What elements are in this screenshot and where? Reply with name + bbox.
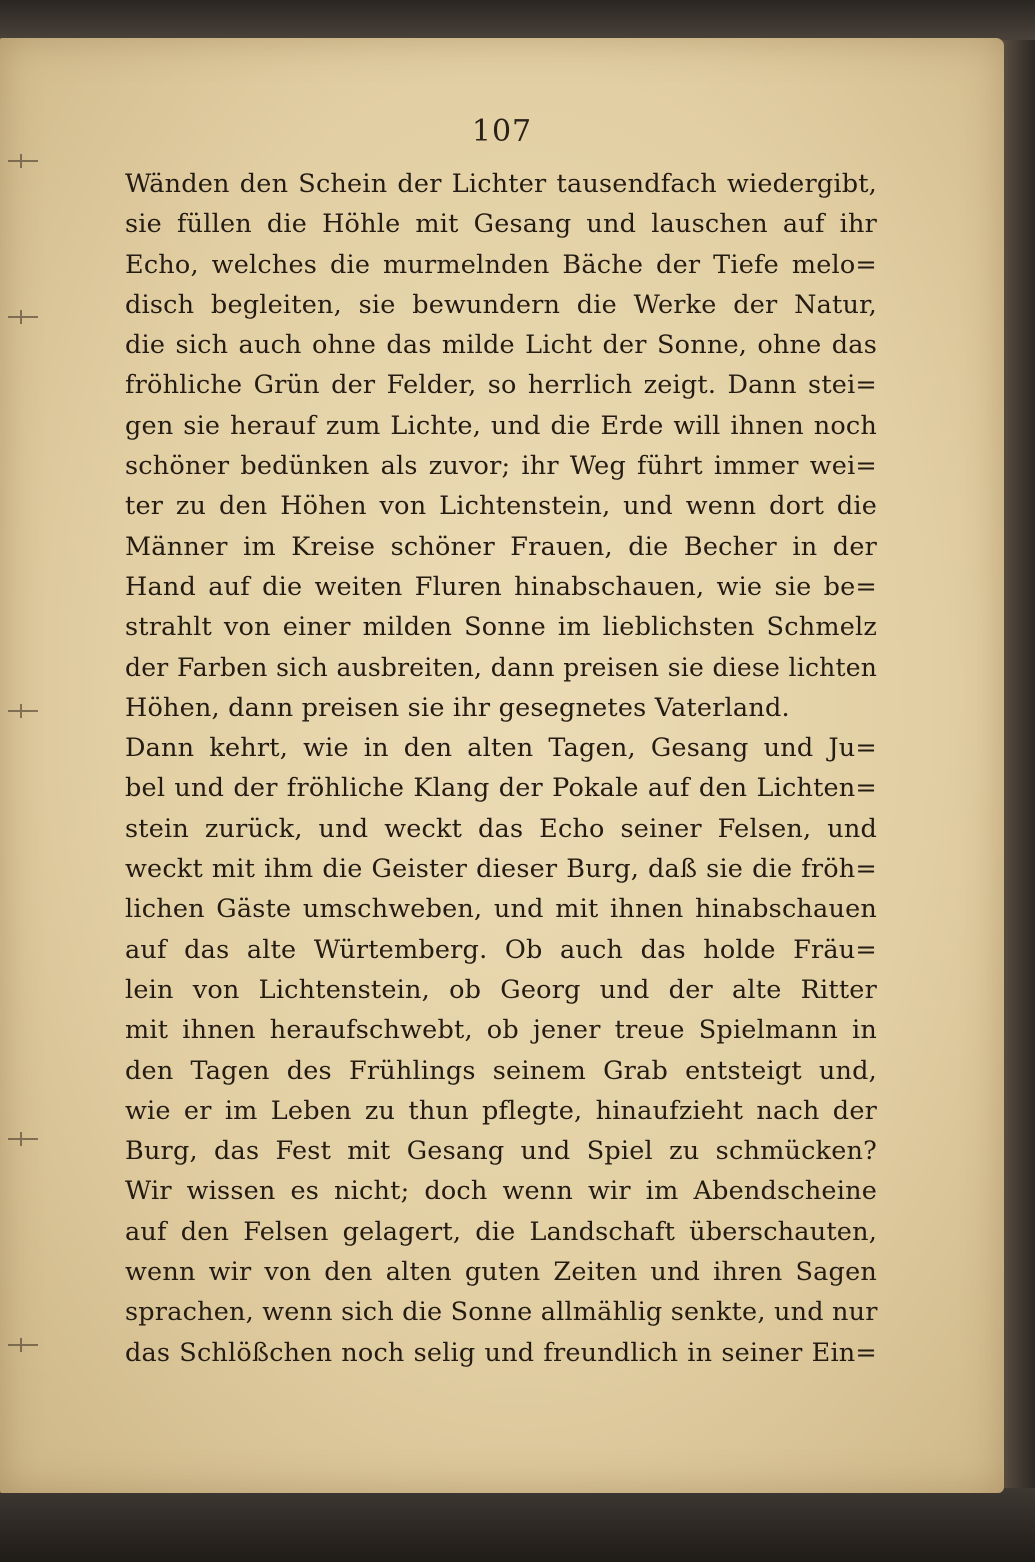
text-line: sprachen, wenn sich die Sonne allmählig senkte, und nur [125, 1297, 878, 1328]
text-line: gen sie herauf zum Lichte, und die Erde will ihnen noch [125, 410, 877, 441]
margin-mark [8, 1138, 38, 1140]
text-line: Dann kehrt, wie in den alten Tagen, Gesang und Ju= [125, 733, 877, 764]
text-line: bel und der fröhliche Klang der Pokale auf den Lichten= [125, 773, 877, 804]
text-line: wenn wir von den alten guten Zeiten und ihren Sagen [125, 1257, 877, 1288]
body-text [125, 164, 877, 1373]
text-line: stein zurück, und weckt das Echo seiner Felsen, und [125, 813, 877, 844]
text-line: wie er im Leben zu thun pflegte, hinaufzieht nach der [125, 1095, 877, 1126]
text-line: Wir wissen es nicht; doch wenn wir im Abendscheine [125, 1176, 877, 1207]
text-line: ter zu den Höhen von Lichtenstein, und wenn dort die [125, 491, 877, 522]
margin-mark [8, 1344, 38, 1346]
text-line: mit ihnen heraufschwebt, ob jener treue Spielmann in [125, 1015, 877, 1046]
text-line: Hand auf die weiten Fluren hinabschauen, wie sie be= [125, 571, 877, 602]
book-bottom-edge [0, 1488, 1035, 1562]
text-line: die sich auch ohne das milde Licht der Sonne, ohne das [125, 330, 877, 361]
text-line: schöner bedünken als zuvor; ihr Weg führt immer wei= [125, 451, 877, 482]
text-line: lein von Lichtenstein, ob Georg und der alte Ritter [125, 974, 877, 1005]
text-line: sie füllen die Höhle mit Gesang und lauschen auf ihr [125, 209, 877, 240]
margin-mark [8, 316, 38, 318]
text-line: lichen Gäste umschweben, und mit ihnen hinabschauen [125, 894, 877, 925]
page-number: 107 [471, 114, 533, 149]
text-line: Höhen, dann preisen sie ihr gesegnetes Vaterland. [125, 692, 790, 723]
text-line: auf den Felsen gelagert, die Landschaft überschauten, [125, 1216, 877, 1247]
text-line: Wänden den Schein der Lichter tausendfach wiedergibt, [125, 169, 877, 199]
text-line: Burg, das Fest mit Gesang und Spiel zu schmücken? [125, 1136, 877, 1167]
book-right-edge [1002, 40, 1035, 1500]
text-line: das Schlößchen noch selig und freundlich in seiner Ein= [125, 1337, 877, 1368]
text-line: fröhliche Grün der Felder, so herrlich zeigt. Dann stei= [125, 370, 877, 401]
margin-mark [8, 710, 38, 712]
margin-mark [8, 160, 38, 162]
text-line: der Farben sich ausbreiten, dann preisen sie diese lichten [125, 652, 877, 682]
text-line: den Tagen des Frühlings seinem Grab entsteigt und, [125, 1055, 877, 1086]
text-line: disch begleiten, sie bewundern die Werke der Natur, [125, 289, 877, 320]
text-line: Echo, welches die murmelnden Bäche der Tiefe melo= [125, 249, 877, 280]
text-line: strahlt von einer milden Sonne im lieblichsten Schmelz [125, 612, 877, 643]
book-top-edge [0, 0, 1035, 40]
text-line: Männer im Kreise schöner Frauen, die Becher in der [125, 531, 877, 562]
text-line: auf das alte Würtemberg. Ob auch das holde Fräu= [125, 934, 877, 965]
book-page [0, 38, 1004, 1493]
text-line: weckt mit ihm die Geister dieser Burg, daß sie die fröh= [125, 854, 877, 885]
